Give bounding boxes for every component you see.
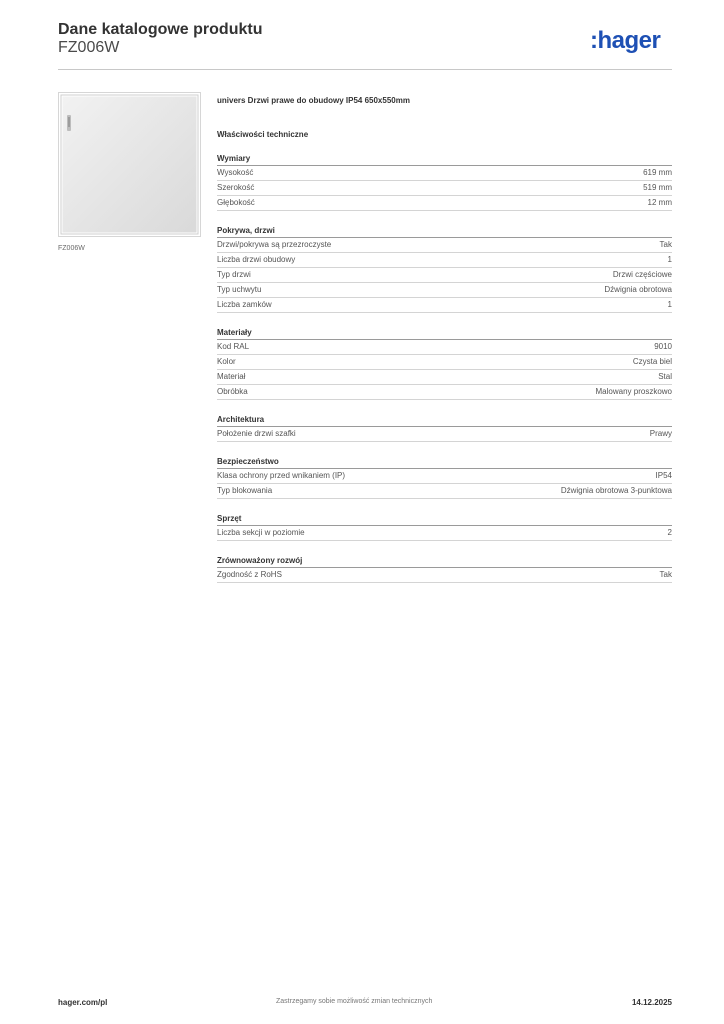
spec-label: Liczba sekcji w poziomie — [217, 528, 305, 537]
spec-content — [217, 96, 672, 583]
section-title: Wymiary — [217, 151, 672, 166]
spec-value: Tak — [659, 570, 672, 579]
spec-label: Wysokość — [217, 168, 254, 177]
spec-row — [217, 526, 672, 541]
section-dimensions — [217, 151, 672, 211]
footer-date: 14.12.2025 — [631, 998, 672, 1007]
product-code: FZ006W — [58, 39, 120, 56]
header-divider — [58, 69, 672, 70]
spec-label: Typ blokowania — [217, 486, 273, 495]
spec-label: Kolor — [217, 357, 236, 366]
spec-row — [217, 355, 672, 370]
section-architecture — [217, 412, 672, 442]
section-cover-door — [217, 223, 672, 313]
properties-title: Właściwości techniczne — [217, 130, 309, 139]
spec-value: Dźwignia obrotowa — [604, 285, 672, 294]
section-safety — [217, 454, 672, 499]
page-title: Dane katalogowe produktu — [58, 21, 263, 38]
spec-label: Obróbka — [217, 387, 248, 396]
spec-row — [217, 484, 672, 499]
spec-label: Położenie drzwi szafki — [217, 429, 296, 438]
spec-value: Tak — [659, 240, 672, 249]
spec-row — [217, 469, 672, 484]
spec-label: Typ drzwi — [217, 270, 251, 279]
section-title: Pokrywa, drzwi — [217, 223, 672, 238]
image-caption: FZ006W — [58, 245, 85, 252]
spec-label: Szerokość — [217, 183, 255, 192]
footer-disclaimer: Zastrzegamy sobie możliwość zmian technicznych — [276, 998, 433, 1005]
section-title: Materiały — [217, 325, 672, 340]
spec-row — [217, 298, 672, 313]
spec-value: Prawy — [649, 429, 672, 438]
spec-label: Liczba drzwi obudowy — [217, 255, 296, 264]
section-title: Bezpieczeństwo — [217, 454, 672, 469]
spec-row — [217, 181, 672, 196]
spec-value: 1 — [667, 300, 672, 309]
section-title: Zrównoważony rozwój — [217, 553, 672, 568]
spec-value: 9010 — [654, 342, 672, 351]
spec-row — [217, 268, 672, 283]
spec-label: Zgodność z RoHS — [217, 570, 282, 579]
spec-row — [217, 166, 672, 181]
spec-row — [217, 370, 672, 385]
spec-value: Dźwignia obrotowa 3-punktowa — [560, 486, 672, 495]
section-title: Sprzęt — [217, 511, 672, 526]
spec-row — [217, 196, 672, 211]
spec-label: Kod RAL — [217, 342, 250, 351]
cabinet-door-image-icon — [59, 93, 200, 236]
spec-label: Typ uchwytu — [217, 285, 262, 294]
spec-value: Drzwi częściowe — [612, 270, 672, 279]
spec-row — [217, 385, 672, 400]
spec-row — [217, 568, 672, 583]
spec-value: 519 mm — [643, 183, 672, 192]
section-hardware — [217, 511, 672, 541]
spec-label: Głębokość — [217, 198, 255, 207]
section-sustainability — [217, 553, 672, 583]
spec-value: 1 — [667, 255, 672, 264]
spec-row — [217, 340, 672, 355]
spec-row — [217, 238, 672, 253]
section-materials — [217, 325, 672, 400]
spec-label: Materiał — [217, 372, 246, 381]
product-name: univers Drzwi prawe do obudowy IP54 650x550mm — [217, 96, 410, 105]
spec-row — [217, 253, 672, 268]
hager-logo: :hager — [590, 27, 661, 54]
spec-value: 619 mm — [643, 168, 672, 177]
section-title: Architektura — [217, 412, 672, 427]
spec-value: Malowany proszkowo — [595, 387, 672, 396]
spec-row — [217, 283, 672, 298]
product-image — [58, 92, 201, 237]
spec-value: Stal — [658, 372, 672, 381]
footer-website-link[interactable]: hager.com/pl — [58, 998, 108, 1007]
spec-label: Klasa ochrony przed wnikaniem (IP) — [217, 471, 346, 480]
spec-label: Liczba zamków — [217, 300, 272, 309]
spec-label: Drzwi/pokrywa są przezroczyste — [217, 240, 332, 249]
spec-value: Czysta biel — [632, 357, 672, 366]
spec-value: IP54 — [655, 471, 672, 480]
spec-value: 2 — [667, 528, 672, 537]
spec-value: 12 mm — [647, 198, 672, 207]
spec-row — [217, 427, 672, 442]
